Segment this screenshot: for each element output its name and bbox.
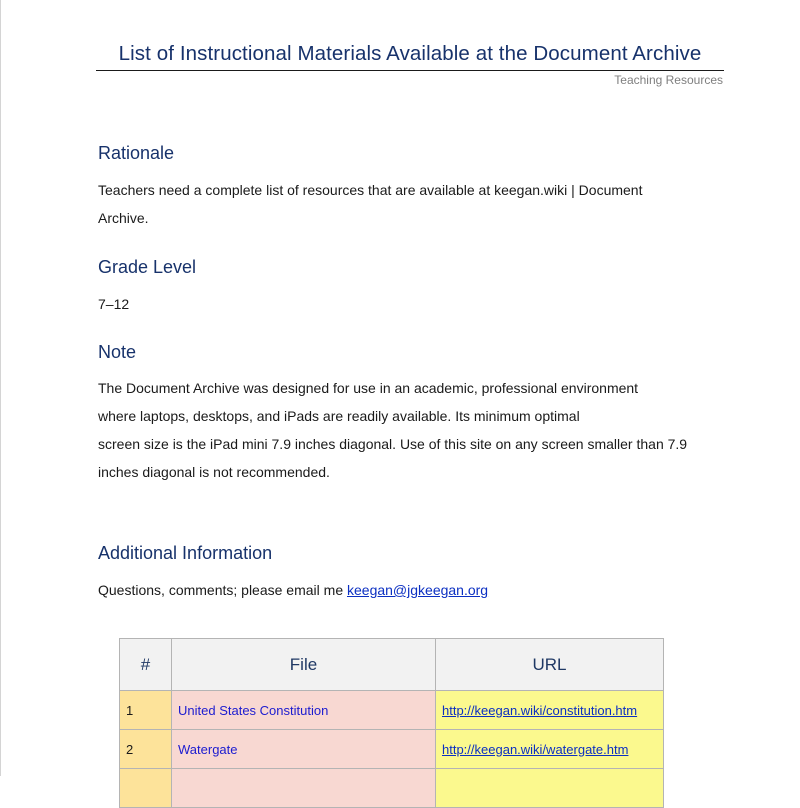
row-file-name: United States Constitution bbox=[172, 691, 436, 730]
note-line: inches diagonal is not recommended. bbox=[98, 464, 330, 480]
note-line: where laptops, desktops, and iPads are readily available. Its minimum optimal bbox=[98, 408, 580, 424]
rationale-paragraph bbox=[98, 176, 718, 232]
header-file: File bbox=[172, 639, 436, 691]
note-paragraph bbox=[98, 374, 718, 486]
email-link[interactable]: keegan@jgkeegan.org bbox=[347, 582, 489, 598]
row-file-name bbox=[172, 769, 436, 808]
rationale-line: Archive. bbox=[98, 210, 149, 226]
row-number: 2 bbox=[120, 730, 172, 769]
document-subtitle: Teaching Resources bbox=[614, 73, 723, 87]
additional-info-text: Questions, comments; please email me bbox=[98, 582, 347, 598]
row-url-cell bbox=[436, 769, 664, 808]
title-divider bbox=[96, 70, 724, 71]
row-url-cell bbox=[436, 730, 664, 769]
header-url: URL bbox=[436, 639, 664, 691]
rationale-line: Teachers need a complete list of resources that are available at keegan.wiki | Document bbox=[98, 182, 643, 198]
row-url-link[interactable]: http://keegan.wiki/constitution.htm bbox=[442, 702, 638, 718]
materials-table bbox=[119, 638, 664, 808]
additional-info-line bbox=[98, 576, 718, 604]
grade-level-paragraph bbox=[98, 290, 718, 318]
table-row bbox=[120, 769, 664, 808]
note-line: The Document Archive was designed for use in an academic, professional environment bbox=[98, 380, 639, 396]
note-heading: Note bbox=[98, 342, 137, 362]
additional-info-heading: Additional Information bbox=[98, 543, 273, 563]
row-file-name: Watergate bbox=[172, 730, 436, 769]
table-row bbox=[120, 730, 664, 769]
row-number: 1 bbox=[120, 691, 172, 730]
table-row bbox=[120, 691, 664, 730]
grade-level-heading: Grade Level bbox=[98, 257, 197, 277]
table-header-row bbox=[120, 639, 664, 691]
grade-level-value: 7–12 bbox=[98, 296, 130, 312]
header-number: # bbox=[120, 639, 172, 691]
document-title: List of Instructional Materials Available at the Document Archive bbox=[118, 42, 702, 65]
rationale-heading: Rationale bbox=[98, 143, 175, 163]
row-url-cell bbox=[436, 691, 664, 730]
additional-info-paragraph bbox=[98, 576, 718, 604]
note-line: screen size is the iPad mini 7.9 inches diagonal. Use of this site on any screen smaller than 7.9 bbox=[98, 436, 688, 452]
row-url-link[interactable]: http://keegan.wiki/watergate.htm bbox=[442, 741, 629, 757]
row-number bbox=[120, 769, 172, 808]
